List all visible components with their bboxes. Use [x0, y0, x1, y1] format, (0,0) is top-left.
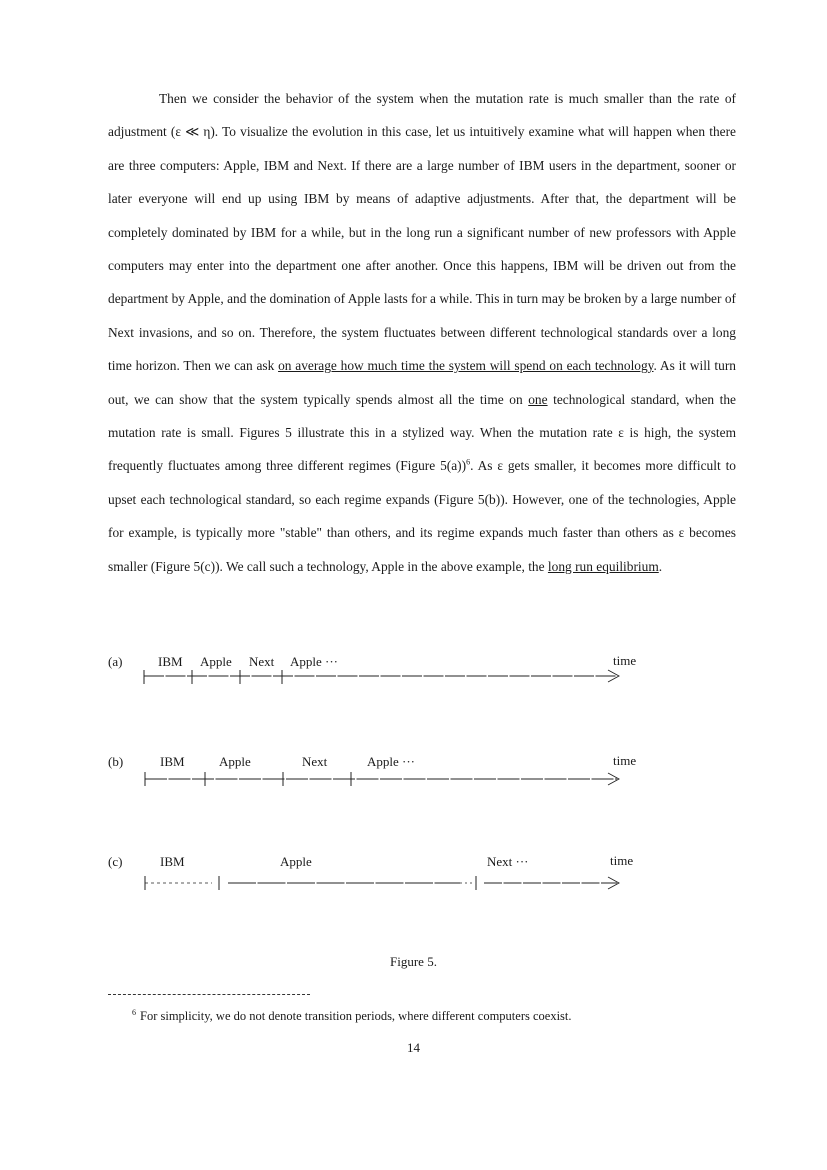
para-underline-1: on average how much time the system will spend on each technology	[278, 358, 654, 374]
axis-label-c: time	[610, 853, 634, 868]
regime-c-1: IBM	[160, 854, 185, 869]
body-paragraph	[108, 82, 736, 583]
arrow-b	[608, 773, 619, 785]
para-text-1: Then we consider the behavior of the system when the mutation rate is much smaller than the rate of adjustment (ε ≪ η). To visualize the evolution in this case, let us intuitively examine what will happen when there are three computers: Apple, IBM and Next. If there are a large number of IBM users in the department, sooner or later everyone will end up using IBM by means of adaptive adjustments. After that, the department will be completely dominated by IBM for a while, but in the long run a significant number of new professors with Apple computers may enter into the department one after another. Once this happens, IBM will be driven out from the department by Apple, and the domination of Apple lasts for a while. This in turn may be broken by a large number of Next invasions, and so on. Therefore, the system fluctuates between different technological standards over a long time horizon. Then we can ask	[108, 91, 736, 374]
para-text-5: .	[658, 558, 663, 574]
axis-label-a: time	[613, 653, 637, 668]
regime-b-1: IBM	[160, 754, 185, 769]
para-text-3: technological standard, when the mutation rate is small. Figures 5 illustrate this in a stylized way. When the mutation rate ε is high, the system frequently fluctuates among three different regimes (Figure 5(a))	[108, 391, 736, 474]
para-text-4: . As ε gets smaller, it becomes more difficult to upset each technological standard, so each regime expands (Figure 5(b)). However, one of the technologies, Apple for example, is typically more "stable" than others, and its regime expands much faster than others as ε becomes smaller (Figure 5(c)). We call such a technology, Apple in the above example, the	[108, 458, 736, 574]
regime-a-1: IBM	[158, 654, 183, 669]
figure-caption: Figure 5.	[390, 954, 437, 969]
timeline-row-a	[108, 653, 636, 684]
footnote	[132, 1008, 572, 1024]
footnote-text: For simplicity, we do not denote transition periods, where different computers coexist.	[140, 1009, 572, 1024]
regime-b-3: Next	[302, 754, 328, 769]
arrow-c	[608, 877, 619, 889]
footnote-marker: 6	[466, 458, 471, 467]
para-underline-2: one	[528, 391, 548, 407]
regime-a-3: Next	[249, 654, 275, 669]
axis-label-b: time	[613, 753, 637, 768]
arrow-a	[608, 670, 619, 682]
footnote-number: 6	[132, 1008, 136, 1017]
para-underline-3: long run equilibrium	[547, 558, 659, 574]
timeline-row-b	[108, 753, 636, 786]
page-number: 14	[407, 1040, 420, 1055]
regime-c-3: Next ···	[487, 854, 529, 869]
timeline-row-c	[108, 853, 633, 890]
regime-c-2: Apple	[280, 854, 312, 869]
para-text-2: . As it will turn out, we can show that the system typically spends almost all the time on	[108, 358, 736, 407]
row-label-c: (c)	[108, 854, 123, 869]
footnote-rule	[108, 994, 310, 995]
regime-b-2: Apple	[219, 754, 251, 769]
regime-b-4: Apple ···	[367, 754, 416, 769]
regime-a-2: Apple	[200, 654, 232, 669]
row-label-a: (a)	[108, 654, 123, 669]
row-label-b: (b)	[108, 754, 124, 769]
regime-a-4: Apple ···	[290, 654, 339, 669]
